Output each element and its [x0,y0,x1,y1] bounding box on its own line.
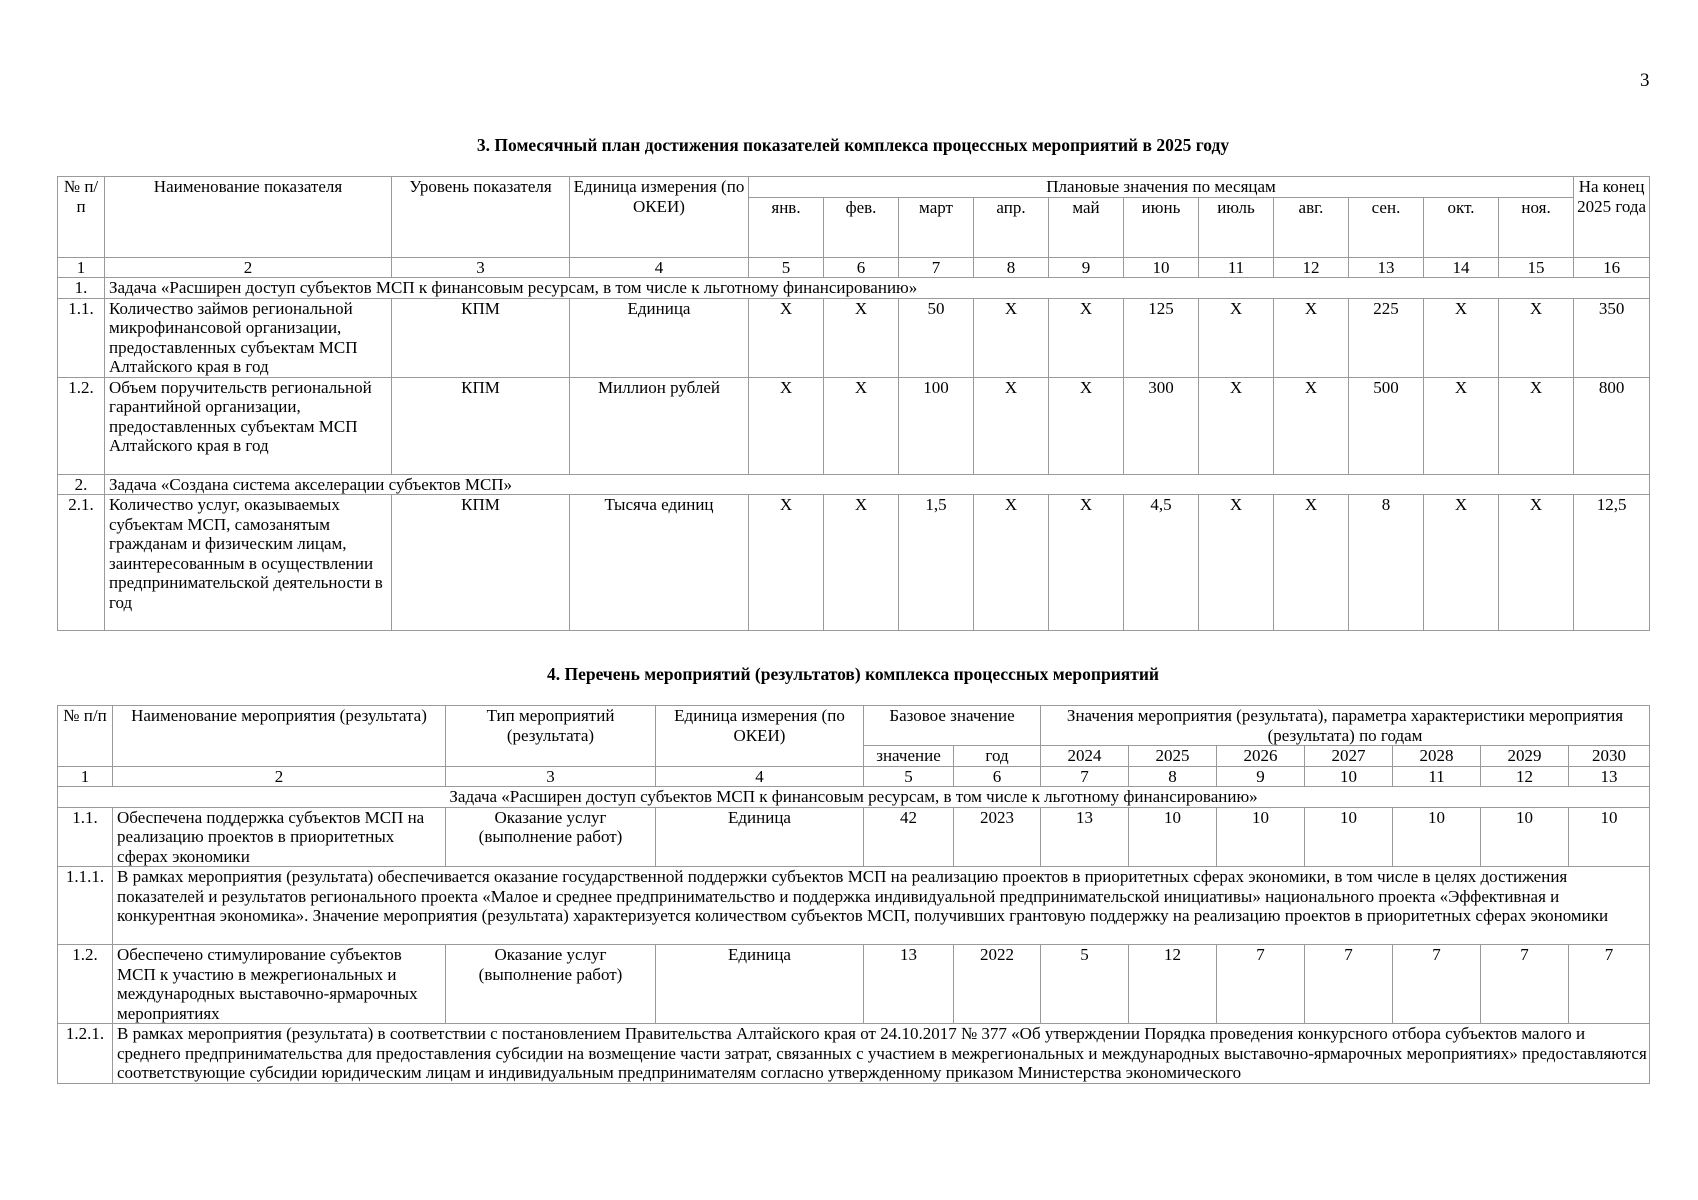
column-number: 6 [824,257,899,278]
year-value: 10 [1305,807,1393,867]
column-number: 13 [1349,257,1424,278]
indicator-name: Количество займов региональной микрофинансовой организации, предоставленных субъектам МСП Алтайского края в год [105,298,392,377]
row-number: 2.1. [58,495,105,631]
table-row [58,377,1650,474]
indicator-name: Количество услуг, оказываемых субъектам МСП, самозанятым гражданам и физическим лицам, заинтересованным в осуществлении предпринимательской деятельности в год [105,495,392,631]
description-text: В рамках мероприятия (результата) обеспечивается оказание государственной поддержки субъектов МСП на реализацию проектов в приоритетных сферах экономики, в том числе в целях достижения показателей и результатов регионального проекта «Малое и среднее предпринимательство и поддержка индивидуальной предпринимательской инициативы» национального проекта «Эффективная и конкурентная экономика». Значение мероприятия (результата) характеризуется количеством субъектов МСП, получивших грантовую поддержку на реализацию проектов в приоритетных сферах экономики [113,867,1650,945]
header-values-by-year: Значения мероприятия (результата), параметра характеристики мероприятия (результата) по годам [1041,706,1650,746]
header-base-value: Базовое значение [864,706,1041,746]
header-base-value-year: год [954,746,1041,767]
month-value: 1,5 [899,495,974,631]
column-number: 15 [1499,257,1574,278]
column-number: 9 [1217,766,1305,787]
year-value: 10 [1217,807,1305,867]
base-value: 13 [864,945,954,1024]
month-value: X [974,298,1049,377]
year-value: 7 [1393,945,1481,1024]
month-value: X [1424,377,1499,474]
column-number: 2 [113,766,446,787]
month-value: 225 [1349,298,1424,377]
task-text: Задача «Расширен доступ субъектов МСП к финансовым ресурсам, в том числе к льготному финансированию» [58,787,1650,808]
header-planned-values: Плановые значения по месяцам [749,177,1574,198]
base-year: 2023 [954,807,1041,867]
column-number: 1 [58,766,113,787]
base-year: 2022 [954,945,1041,1024]
column-number: 2 [105,257,392,278]
header-month: фев. [824,197,899,257]
header-year: 2030 [1569,746,1650,767]
description-text: В рамках мероприятия (результата) в соответствии с постановлением Правительства Алтайского края от 24.10.2017 № 377 «Об утверждении Порядка проведения конкурсного отбора субъектов малого и среднего предпринимательства для предоставления субсидии на возмещение части затрат, связанных с участием в межрегиональных и международных выставочно-ярмарочных мероприятиях» предоставляются соответствующие субсидии юридическим лицам и индивидуальным предпринимателям согласно утвержденному приказом Министерства экономического [113,1024,1650,1084]
header-end-of-year: На конец 2025 года [1574,177,1650,258]
table-row [58,807,1650,867]
header-month: июнь [1124,197,1199,257]
task-row [58,474,1650,495]
section-3-title: 3. Помесячный план достижения показателей комплекса процессных мероприятий в 2025 году [476,135,1230,155]
year-value: 10 [1569,807,1650,867]
header-activity-name: Наименование мероприятия (результата) [113,706,446,767]
row-number: 1.2.1. [58,1024,113,1084]
year-value: 7 [1217,945,1305,1024]
column-number-row [58,257,1650,278]
page-number: 3 [1640,70,1650,91]
header-num: № п/п [58,177,105,258]
month-value: 300 [1124,377,1199,474]
activity-unit: Единица [656,945,864,1024]
row-number: 1.2. [58,945,113,1024]
month-value: X [1049,377,1124,474]
column-number: 3 [392,257,570,278]
month-value: 125 [1124,298,1199,377]
year-value: 10 [1481,807,1569,867]
column-number: 9 [1049,257,1124,278]
row-number: 1.1. [58,298,105,377]
month-value: X [824,495,899,631]
table-row [58,495,1650,631]
task-text: Задача «Расширен доступ субъектов МСП к финансовым ресурсам, в том числе к льготному финансированию» [105,278,1650,299]
column-number: 12 [1274,257,1349,278]
task-number: 1. [58,278,105,299]
column-number: 13 [1569,766,1650,787]
base-value: 42 [864,807,954,867]
activity-unit: Единица [656,807,864,867]
column-number: 14 [1424,257,1499,278]
header-month: март [899,197,974,257]
header-base-value-value: значение [864,746,954,767]
end-value: 12,5 [1574,495,1650,631]
indicator-name: Объем поручительств региональной гарантийной организации, предоставленных субъектам МСП Алтайского края в год [105,377,392,474]
header-month: апр. [974,197,1049,257]
month-value: X [749,495,824,631]
header-num: № п/п [58,706,113,767]
header-indicator-name: Наименование показателя [105,177,392,258]
header-activity-type: Тип мероприятий (результата) [446,706,656,767]
column-number: 8 [974,257,1049,278]
header-year: 2027 [1305,746,1393,767]
indicator-unit: Единица [570,298,749,377]
column-number: 5 [864,766,954,787]
year-value: 7 [1481,945,1569,1024]
activity-name: Обеспечена поддержка субъектов МСП на реализацию проектов в приоритетных сферах экономики [113,807,446,867]
task-row [58,278,1650,299]
header-year: 2025 [1129,746,1217,767]
task-text: Задача «Создана система акселерации субъектов МСП» [105,474,1650,495]
indicator-level: КПМ [392,495,570,631]
header-month: ноя. [1499,197,1574,257]
table-row [58,945,1650,1024]
month-value: X [1199,495,1274,631]
column-number: 11 [1199,257,1274,278]
section-4-title: 4. Перечень мероприятий (результатов) комплекса процессных мероприятий [546,664,1160,684]
indicator-level: КПМ [392,298,570,377]
activity-name: Обеспечено стимулирование субъектов МСП к участию в межрегиональных и международных выставочно-ярмарочных мероприятиях [113,945,446,1024]
column-number: 12 [1481,766,1569,787]
month-value: X [974,495,1049,631]
month-value: X [749,298,824,377]
header-month: сен. [1349,197,1424,257]
month-value: X [1499,495,1574,631]
header-month: янв. [749,197,824,257]
description-row [58,867,1650,945]
month-value: X [1424,298,1499,377]
row-number: 1.2. [58,377,105,474]
year-value: 13 [1041,807,1129,867]
description-row [58,1024,1650,1084]
month-value: X [1199,377,1274,474]
column-number: 4 [656,766,864,787]
month-value: 100 [899,377,974,474]
indicator-level: КПМ [392,377,570,474]
header-unit: Единица измерения (по ОКЕИ) [656,706,864,767]
month-value: X [1049,495,1124,631]
year-value: 7 [1569,945,1650,1024]
column-number: 7 [1041,766,1129,787]
year-value: 10 [1129,807,1217,867]
month-value: X [1499,298,1574,377]
row-number: 1.1. [58,807,113,867]
month-value: X [1274,298,1349,377]
month-value: X [1049,298,1124,377]
column-number: 10 [1305,766,1393,787]
month-value: X [1424,495,1499,631]
column-number: 11 [1393,766,1481,787]
activity-type: Оказание услуг (выполнение работ) [446,945,656,1024]
row-number: 1.1.1. [58,867,113,945]
column-number: 10 [1124,257,1199,278]
header-month: май [1049,197,1124,257]
column-number: 1 [58,257,105,278]
month-value: X [1274,495,1349,631]
monthly-plan-table [57,176,1650,631]
month-value: X [974,377,1049,474]
header-year: 2026 [1217,746,1305,767]
column-number: 6 [954,766,1041,787]
header-month: окт. [1424,197,1499,257]
year-value: 10 [1393,807,1481,867]
year-value: 5 [1041,945,1129,1024]
month-value: 4,5 [1124,495,1199,631]
activity-type: Оказание услуг (выполнение работ) [446,807,656,867]
month-value: 8 [1349,495,1424,631]
header-indicator-level: Уровень показателя [392,177,570,258]
month-value: X [1499,377,1574,474]
month-value: X [1199,298,1274,377]
month-value: X [1274,377,1349,474]
year-value: 7 [1305,945,1393,1024]
column-number: 7 [899,257,974,278]
activities-table [57,705,1650,1084]
task-number: 2. [58,474,105,495]
month-value: X [824,298,899,377]
indicator-unit: Миллион рублей [570,377,749,474]
header-month: июль [1199,197,1274,257]
task-row [58,787,1650,808]
column-number: 5 [749,257,824,278]
month-value: X [824,377,899,474]
table-row [58,298,1650,377]
column-number: 4 [570,257,749,278]
table-header-row [58,177,1650,198]
header-unit: Единица измерения (по ОКЕИ) [570,177,749,258]
header-year: 2028 [1393,746,1481,767]
header-year: 2024 [1041,746,1129,767]
column-number: 8 [1129,766,1217,787]
end-value: 350 [1574,298,1650,377]
table-header-row [58,706,1650,746]
header-year: 2029 [1481,746,1569,767]
indicator-unit: Тысяча единиц [570,495,749,631]
month-value: 50 [899,298,974,377]
end-value: 800 [1574,377,1650,474]
month-value: X [749,377,824,474]
header-month: авг. [1274,197,1349,257]
column-number: 3 [446,766,656,787]
month-value: 500 [1349,377,1424,474]
column-number-row [58,766,1650,787]
year-value: 12 [1129,945,1217,1024]
column-number: 16 [1574,257,1650,278]
